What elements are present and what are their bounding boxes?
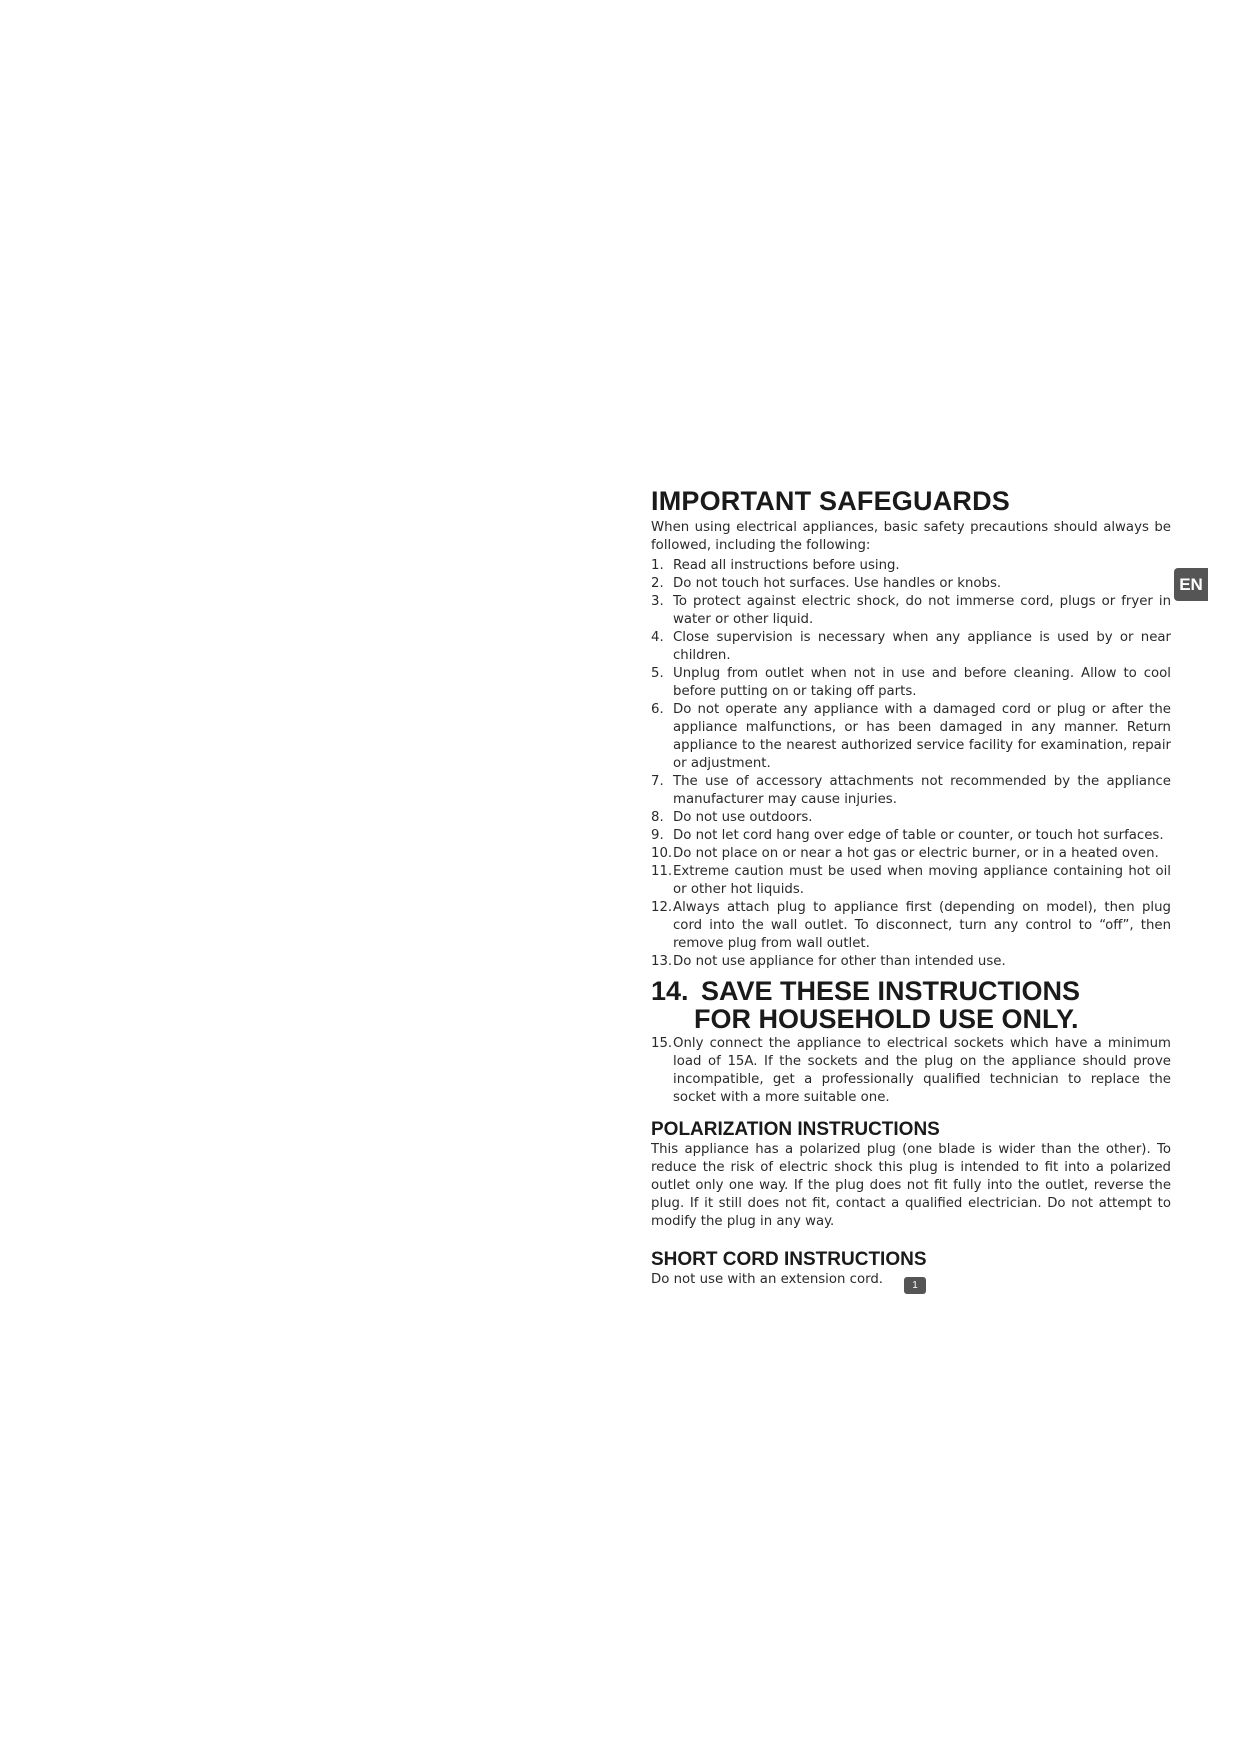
item-text: Extreme caution must be used when moving appliance containing hot oil or other hot liquids. [673, 864, 1171, 897]
page-number-badge: 1 [904, 1277, 926, 1294]
polarization-heading: POLARIZATION INSTRUCTIONS [651, 1119, 940, 1140]
item-number: 9. [651, 828, 664, 843]
item-text: Only connect the appliance to electrical sockets which have a minimum load of 15A. If the sockets and the plug on the appliance should prove incompatible, get a professionally qualified technician to replace the socket with a more suitable one. [673, 1036, 1171, 1105]
item-text: Close supervision is necessary when any appliance is used by or near children. [673, 630, 1171, 663]
item-text: Do not use outdoors. [673, 810, 813, 825]
item-text: Do not let cord hang over edge of table or counter, or touch hot surfaces. [673, 828, 1164, 843]
list-item [651, 827, 1171, 845]
content-column [651, 486, 1171, 1289]
save-instructions-number: 14. [651, 976, 689, 1006]
item-text: Unplug from outlet when not in use and before cleaning. Allow to cool before putting on or taking off parts. [673, 666, 1171, 699]
item-number: 3. [651, 594, 664, 609]
list-item [651, 593, 1171, 629]
list-item [651, 845, 1171, 863]
item-text: Do not touch hot surfaces. Use handles or knobs. [673, 576, 1002, 591]
list-item [651, 557, 1171, 575]
list-item [651, 665, 1171, 701]
item-text: To protect against electric shock, do not immerse cord, plugs or fryer in water or other liquid. [673, 594, 1171, 627]
save-instructions-heading [651, 977, 1171, 1033]
list-item [651, 809, 1171, 827]
list-item [651, 701, 1171, 773]
item-text: Do not place on or near a hot gas or electric burner, or in a heated oven. [673, 846, 1159, 861]
list-item-15 [651, 1035, 1171, 1107]
list-item [651, 953, 1171, 971]
list-item [651, 773, 1171, 809]
language-tab: EN [1174, 568, 1208, 601]
save-instructions-line1: SAVE THESE INSTRUCTIONS [701, 976, 1081, 1006]
save-instructions-line2: FOR HOUSEHOLD USE ONLY. [694, 1004, 1079, 1034]
item-number: 4. [651, 630, 664, 645]
item-number: 13. [651, 954, 673, 969]
page-title: IMPORTANT SAFEGUARDS [651, 486, 1010, 516]
item-number: 10. [651, 846, 673, 861]
list-item [651, 899, 1171, 953]
item-number: 7. [651, 774, 664, 789]
safeguard-list [651, 557, 1171, 971]
list-item [651, 629, 1171, 665]
item-text: The use of accessory attachments not recommended by the appliance manufacturer may cause injuries. [673, 774, 1171, 807]
polarization-section [651, 1119, 1171, 1231]
polarization-text: This appliance has a polarized plug (one blade is wider than the other). To reduce the risk of electric shock this plug is intended to fit into a polarized outlet only one way. If the plug does not fit fully into the outlet, reverse the plug. If it still does not fit, contact a qualified electrician. Do not attempt to modify the plug in any way. [651, 1142, 1171, 1229]
item-text: Do not operate any appliance with a damaged cord or plug or after the appliance malfunctions, or has been damaged in any manner. Return appliance to the nearest authorized service facility for examination, repair or adjustment. [673, 702, 1171, 771]
short-cord-heading: SHORT CORD INSTRUCTIONS [651, 1249, 927, 1270]
intro-paragraph: When using electrical appliances, basic safety precautions should always be followed, including the following: [651, 520, 1171, 553]
item-number: 15. [651, 1036, 673, 1051]
item-number: 11. [651, 864, 673, 879]
item-number: 1. [651, 558, 664, 573]
item-text: Always attach plug to appliance first (depending on model), then plug cord into the wall outlet. To disconnect, turn any control to “off”, then remove plug from wall outlet. [673, 900, 1171, 951]
item-text: Do not use appliance for other than intended use. [673, 954, 1006, 969]
list-item [651, 863, 1171, 899]
item-number: 5. [651, 666, 664, 681]
item-number: 6. [651, 702, 664, 717]
list-item [651, 575, 1171, 593]
item-number: 12. [651, 900, 673, 915]
item-number: 8. [651, 810, 664, 825]
item-number: 2. [651, 576, 664, 591]
item-text: Read all instructions before using. [673, 558, 900, 573]
short-cord-text: Do not use with an extension cord. [651, 1272, 884, 1287]
